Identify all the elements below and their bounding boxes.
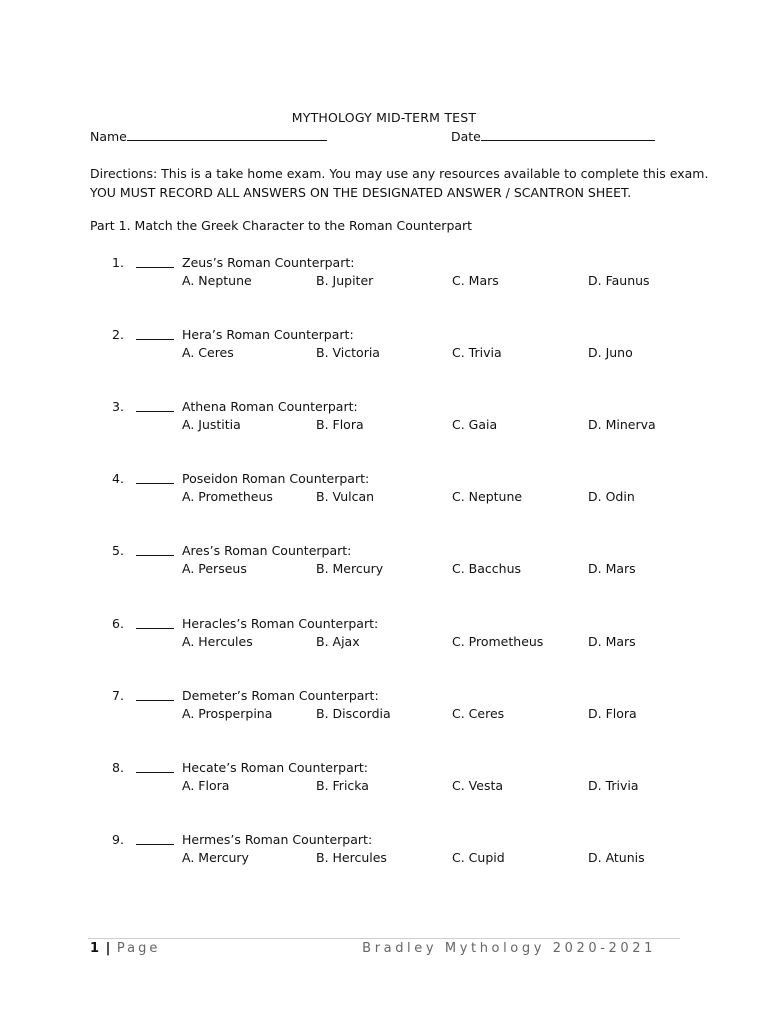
question-item	[0, 760, 768, 800]
option-c: C. Ceres	[452, 706, 505, 721]
option-d: D. Juno	[588, 345, 633, 360]
option-a: A. Flora	[182, 778, 230, 793]
footer-separator: |	[105, 941, 112, 956]
exam-title: MYTHOLOGY MID-TERM TEST	[291, 110, 477, 125]
question-item	[0, 399, 768, 439]
date-label: Date	[451, 129, 481, 144]
option-b: B. Discordia	[316, 706, 391, 721]
option-d: D. Mars	[588, 561, 636, 576]
answer-blank[interactable]	[136, 555, 174, 556]
directions-line-1: Directions: This is a take home exam. You may use any resources available to complete this exam.	[90, 166, 709, 181]
footer-page-number: 1	[90, 941, 101, 956]
question-number: 9.	[112, 832, 124, 847]
option-a: A. Ceres	[182, 345, 234, 360]
answer-blank[interactable]	[136, 267, 174, 268]
question-number: 3.	[112, 399, 124, 414]
question-prompt: Zeus’s Roman Counterpart:	[182, 255, 355, 270]
question-number: 7.	[112, 688, 124, 703]
option-c: C. Bacchus	[452, 561, 522, 576]
answer-blank[interactable]	[136, 772, 174, 773]
question-number: 5.	[112, 543, 124, 558]
answer-blank[interactable]	[136, 483, 174, 484]
question-prompt: Heracles’s Roman Counterpart:	[182, 616, 379, 631]
part-1-heading: Part 1. Match the Greek Character to the Roman Counterpart	[90, 218, 473, 233]
option-b: B. Ajax	[316, 634, 360, 649]
question-item	[0, 471, 768, 511]
question-number: 2.	[112, 327, 124, 342]
option-c: C. Prometheus	[452, 634, 544, 649]
option-a: A. Perseus	[182, 561, 247, 576]
question-item	[0, 688, 768, 728]
footer-page-label: Page	[116, 941, 161, 956]
date-field[interactable]	[451, 128, 655, 144]
option-a: A. Neptune	[182, 273, 252, 288]
option-c: C. Cupid	[452, 850, 505, 865]
option-d: D. Flora	[588, 706, 637, 721]
question-number: 8.	[112, 760, 124, 775]
option-d: D. Odin	[588, 489, 635, 504]
answer-blank[interactable]	[136, 628, 174, 629]
name-field[interactable]	[90, 128, 327, 144]
option-c: C. Trivia	[452, 345, 502, 360]
question-item	[0, 255, 768, 295]
question-prompt: Demeter’s Roman Counterpart:	[182, 688, 379, 703]
question-prompt: Ares’s Roman Counterpart:	[182, 543, 352, 558]
option-d: D. Mars	[588, 634, 636, 649]
answer-blank[interactable]	[136, 339, 174, 340]
option-c: C. Vesta	[452, 778, 504, 793]
option-c: C. Neptune	[452, 489, 523, 504]
name-blank[interactable]	[127, 128, 327, 141]
option-d: D. Trivia	[588, 778, 639, 793]
option-b: B. Flora	[316, 417, 364, 432]
question-prompt: Athena Roman Counterpart:	[182, 399, 358, 414]
option-b: B. Hercules	[316, 850, 387, 865]
answer-blank[interactable]	[136, 700, 174, 701]
question-item	[0, 616, 768, 656]
question-number: 4.	[112, 471, 124, 486]
option-d: D. Minerva	[588, 417, 656, 432]
option-b: B. Vulcan	[316, 489, 375, 504]
date-blank[interactable]	[481, 128, 655, 141]
option-b: B. Victoria	[316, 345, 380, 360]
question-number: 6.	[112, 616, 124, 631]
question-item	[0, 327, 768, 367]
option-d: D. Atunis	[588, 850, 645, 865]
question-item	[0, 543, 768, 583]
option-b: B. Mercury	[316, 561, 384, 576]
option-b: B. Jupiter	[316, 273, 374, 288]
directions	[90, 164, 708, 202]
option-a: A. Prosperpina	[182, 706, 273, 721]
footer-divider	[88, 938, 680, 939]
directions-line-2: YOU MUST RECORD ALL ANSWERS ON THE DESIGNATED ANSWER / SCANTRON SHEET.	[90, 185, 632, 200]
question-prompt: Hecate’s Roman Counterpart:	[182, 760, 368, 775]
question-item	[0, 832, 768, 872]
option-c: C. Mars	[452, 273, 499, 288]
option-c: C. Gaia	[452, 417, 498, 432]
question-prompt: Hera’s Roman Counterpart:	[182, 327, 354, 342]
option-a: A. Hercules	[182, 634, 253, 649]
option-a: A. Mercury	[182, 850, 249, 865]
option-a: A. Prometheus	[182, 489, 273, 504]
question-prompt: Hermes’s Roman Counterpart:	[182, 832, 373, 847]
footer-course-label: Bradley Mythology 2020-2021	[362, 941, 656, 956]
option-b: B. Fricka	[316, 778, 369, 793]
question-number: 1.	[112, 255, 124, 270]
footer-page-indicator	[90, 941, 160, 956]
question-prompt: Poseidon Roman Counterpart:	[182, 471, 370, 486]
name-label: Name	[90, 129, 127, 144]
answer-blank[interactable]	[136, 411, 174, 412]
option-a: A. Justitia	[182, 417, 241, 432]
option-d: D. Faunus	[588, 273, 650, 288]
answer-blank[interactable]	[136, 844, 174, 845]
